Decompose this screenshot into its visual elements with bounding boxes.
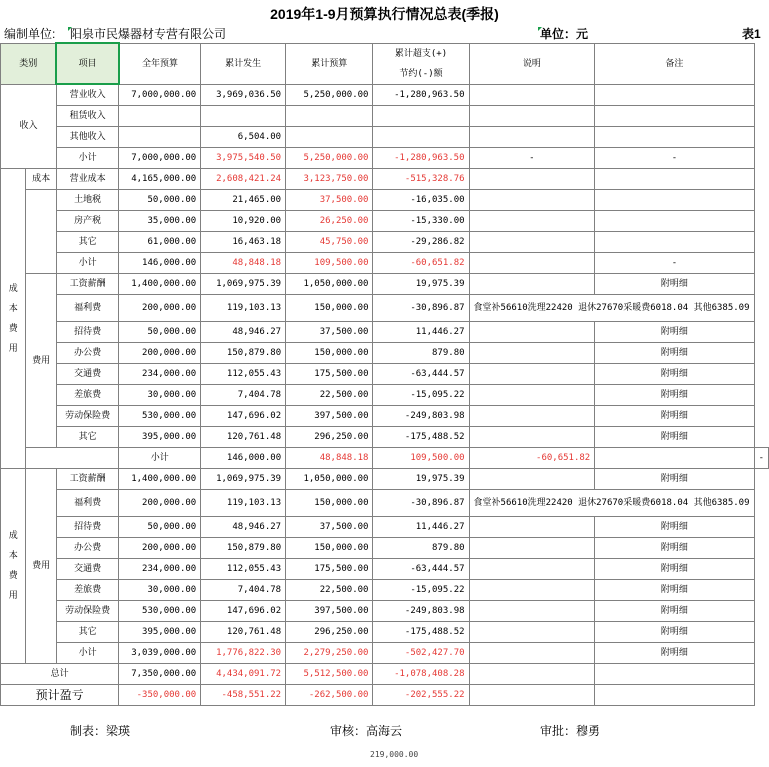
cell-diff[interactable]: -249,803.98 (373, 406, 469, 427)
table-row (1, 190, 769, 211)
cell-diff[interactable]: -202,555.22 (373, 685, 469, 706)
cell-actual[interactable]: 112,055.43 (201, 559, 286, 580)
profit-label[interactable]: 预计盈亏 (1, 685, 119, 706)
cell-explain[interactable] (469, 253, 595, 274)
cell-actual[interactable]: 150,879.80 (201, 343, 286, 364)
cell-diff[interactable]: -15,095.22 (373, 580, 469, 601)
cell-diff[interactable]: -1,280,963.50 (373, 84, 469, 106)
cell-actual[interactable]: 48,848.18 (286, 448, 373, 469)
header-annual[interactable]: 全年预算 (119, 43, 201, 84)
cell-actual[interactable]: 3,975,540.50 (201, 148, 286, 169)
cell-explain[interactable] (469, 190, 595, 211)
cell-item[interactable]: 劳动保险费 (56, 406, 118, 427)
cell-diff[interactable]: -1,280,963.50 (373, 148, 469, 169)
cell-cum[interactable]: 37,500.00 (286, 517, 373, 538)
cell-diff[interactable]: -16,035.00 (373, 190, 469, 211)
table-row (1, 559, 769, 580)
cell-comment-marker (68, 27, 72, 31)
cell-remark[interactable]: 附明细 (595, 601, 754, 622)
cell-remark[interactable] (595, 127, 754, 148)
cell-cum[interactable]: 37,500.00 (286, 190, 373, 211)
table-row (1, 427, 769, 448)
company-name[interactable]: 阳泉市民爆器材专营有限公司 (70, 27, 227, 41)
cell-diff[interactable]: -502,427.70 (373, 643, 469, 664)
cell-explain[interactable] (469, 517, 595, 538)
cell-item[interactable]: 其它 (56, 427, 118, 448)
category-income[interactable]: 收入 (1, 84, 57, 169)
cell-annual[interactable]: 1,400,000.00 (119, 469, 201, 490)
category-char: 费 (8, 323, 18, 334)
cell-cum[interactable]: 22,500.00 (286, 580, 373, 601)
cell-remark[interactable]: 附明细 (595, 385, 754, 406)
table-row (1, 517, 769, 538)
cell-annual[interactable]: 3,039,000.00 (119, 643, 201, 664)
cell-diff[interactable]: -60,651.82 (469, 448, 595, 469)
table-row (1, 232, 769, 253)
cell-item[interactable]: 交通费 (56, 559, 118, 580)
cell-item[interactable]: 小计 (56, 148, 118, 169)
cell-actual[interactable]: 21,465.00 (201, 190, 286, 211)
header-diff-line1: 累计超支(+) (394, 48, 448, 59)
subcategory-blank[interactable] (26, 190, 56, 274)
cell-item[interactable]: 其他收入 (56, 127, 118, 148)
cell-cum[interactable]: 22,500.00 (286, 385, 373, 406)
cell-explain[interactable] (469, 232, 595, 253)
cell-diff[interactable]: -175,488.52 (373, 427, 469, 448)
cell-item[interactable]: 招待费 (56, 322, 118, 343)
category-cost-expense-repeat[interactable] (1, 469, 26, 664)
table-row (1, 490, 769, 517)
cell-diff[interactable]: -1,078,408.28 (373, 664, 469, 685)
report-title: 2019年1-9月预算执行情况总表(季报) (270, 6, 499, 22)
cell-cum[interactable]: 5,250,000.00 (286, 148, 373, 169)
cell-remark[interactable] (595, 84, 754, 106)
table-row (1, 448, 769, 469)
category-char: 本 (8, 551, 18, 561)
table-row (1, 106, 769, 127)
subcategory-cost[interactable]: 成本 (26, 169, 56, 190)
cell-explain[interactable] (469, 685, 595, 706)
cell-cum[interactable]: 1,050,000.00 (286, 274, 373, 295)
cell-remark[interactable]: 附明细 (595, 559, 754, 580)
header-explain[interactable]: 说明 (469, 43, 595, 84)
cell-explain[interactable] (469, 643, 595, 664)
cell-actual[interactable] (201, 106, 286, 127)
cell-annual[interactable]: 146,000.00 (119, 253, 201, 274)
cell-diff[interactable]: -175,488.52 (373, 622, 469, 643)
cell-remark[interactable] (595, 106, 754, 127)
cell-cum[interactable]: 296,250.00 (286, 622, 373, 643)
cell-diff[interactable]: 879.80 (373, 343, 469, 364)
cell-annual[interactable]: 395,000.00 (119, 427, 201, 448)
header-remark[interactable]: 备注 (595, 43, 754, 84)
cell-annual[interactable]: 50,000.00 (119, 190, 201, 211)
cell-diff[interactable] (373, 106, 469, 127)
cell-cum[interactable]: 109,500.00 (373, 448, 469, 469)
cell-remark[interactable] (595, 685, 754, 706)
cell-cum[interactable] (286, 127, 373, 148)
cell-remark[interactable]: 附明细 (595, 274, 754, 295)
table-row (1, 538, 769, 559)
cell-annual[interactable]: 7,350,000.00 (119, 664, 201, 685)
category-char: 用 (8, 591, 18, 601)
header-diff-line2: 节约(-)额 (399, 68, 443, 79)
cell-cum[interactable]: 109,500.00 (286, 253, 373, 274)
total-row (1, 664, 769, 685)
cell-annual[interactable]: 530,000.00 (119, 601, 201, 622)
table-row (1, 643, 769, 664)
cell-cum[interactable]: 296,250.00 (286, 427, 373, 448)
cell-actual[interactable]: 119,103.13 (201, 295, 286, 322)
cell-item[interactable]: 差旅费 (56, 580, 118, 601)
cell-explain[interactable] (469, 427, 595, 448)
cell-annual[interactable]: 1,400,000.00 (119, 274, 201, 295)
cell-item[interactable]: 小计 (119, 448, 201, 469)
cell-explain[interactable] (469, 211, 595, 232)
blank-cell[interactable] (26, 448, 119, 469)
cell-remark[interactable]: 附明细 (595, 406, 754, 427)
cell-cum[interactable]: 150,000.00 (286, 343, 373, 364)
cell-actual[interactable]: 1,776,822.30 (201, 643, 286, 664)
cell-diff[interactable]: -249,803.98 (373, 601, 469, 622)
cell-diff[interactable]: -30,896.87 (373, 490, 469, 517)
cell-item[interactable]: 房产税 (56, 211, 118, 232)
cell-remark[interactable]: 附明细 (595, 364, 754, 385)
cell-remark[interactable]: - (595, 253, 754, 274)
table-number: 表1 (742, 27, 761, 41)
cell-diff[interactable]: -15,330.00 (373, 211, 469, 232)
cell-cum[interactable]: 26,250.00 (286, 211, 373, 232)
cell-comment-marker (538, 27, 542, 31)
cell-item[interactable]: 营业成本 (56, 169, 118, 190)
cell-item[interactable]: 土地税 (56, 190, 118, 211)
cell-cum[interactable]: 397,500.00 (286, 601, 373, 622)
budget-table (0, 42, 769, 706)
table-row (1, 385, 769, 406)
cell-annual[interactable]: -350,000.00 (119, 685, 201, 706)
cell-remark[interactable]: 附明细 (595, 517, 754, 538)
cell-explain[interactable] (469, 169, 595, 190)
category-char: 本 (8, 303, 18, 314)
cell-explain[interactable]: - (469, 148, 595, 169)
cell-explain[interactable] (469, 84, 595, 106)
cell-note[interactable]: 食堂补56610洗理22420 退休27670采暖费6018.04 其他6385.09 (469, 490, 754, 517)
cell-item[interactable]: 小计 (56, 253, 118, 274)
profit-row (1, 685, 769, 706)
cell-diff[interactable]: -63,444.57 (373, 364, 469, 385)
cell-cum[interactable]: 150,000.00 (286, 490, 373, 517)
cell-diff[interactable]: 11,446.27 (373, 322, 469, 343)
cell-annual[interactable]: 234,000.00 (119, 364, 201, 385)
cell-explain[interactable] (469, 559, 595, 580)
cell-diff[interactable]: -15,095.22 (373, 385, 469, 406)
cell-remark[interactable]: - (595, 148, 754, 169)
cell-cum[interactable]: 45,750.00 (286, 232, 373, 253)
cell-remark[interactable] (595, 232, 754, 253)
approved-by: 审批：穆勇 (540, 724, 601, 738)
cell-annual[interactable]: 4,165,000.00 (119, 169, 201, 190)
cell-cum[interactable]: 175,500.00 (286, 559, 373, 580)
cell-remark[interactable]: 附明细 (595, 469, 754, 490)
header-category[interactable]: 类别 (1, 43, 57, 84)
cell-annual[interactable] (119, 106, 201, 127)
table-row (1, 211, 769, 232)
stray-value: 219,000.00 (370, 750, 419, 759)
cell-remark[interactable]: 附明细 (595, 538, 754, 559)
cell-diff[interactable]: -30,896.87 (373, 295, 469, 322)
cell-remark[interactable]: 附明细 (595, 622, 754, 643)
cell-item[interactable]: 营业收入 (56, 84, 118, 106)
cell-actual[interactable]: -458,551.22 (201, 685, 286, 706)
cell-item[interactable]: 办公费 (56, 538, 118, 559)
cell-actual[interactable]: 10,920.00 (201, 211, 286, 232)
cell-remark[interactable]: 附明细 (595, 343, 754, 364)
cell-item[interactable]: 招待费 (56, 517, 118, 538)
cell-explain[interactable] (469, 127, 595, 148)
cell-annual[interactable]: 7,000,000.00 (119, 84, 201, 106)
cell-remark[interactable]: 附明细 (595, 322, 754, 343)
cell-explain[interactable] (469, 322, 595, 343)
cell-annual[interactable]: 395,000.00 (119, 622, 201, 643)
cell-explain[interactable] (469, 622, 595, 643)
category-char: 成 (8, 283, 18, 294)
cell-item[interactable]: 办公费 (56, 343, 118, 364)
subcategory-expense[interactable]: 费用 (26, 274, 56, 448)
cell-cum[interactable]: 1,050,000.00 (286, 469, 373, 490)
table-row (1, 295, 769, 322)
cell-actual[interactable]: 147,696.02 (201, 601, 286, 622)
cell-diff[interactable]: 11,446.27 (373, 517, 469, 538)
cell-explain[interactable] (595, 448, 754, 469)
cell-annual[interactable]: 200,000.00 (119, 538, 201, 559)
table-row (1, 406, 769, 427)
cell-annual[interactable]: 234,000.00 (119, 559, 201, 580)
cell-remark[interactable]: 附明细 (595, 427, 754, 448)
cell-remark[interactable] (595, 169, 754, 190)
currency-unit: 单位：元 (540, 27, 589, 41)
audited-by: 审核：高海云 (330, 724, 403, 738)
cell-explain[interactable] (469, 274, 595, 295)
cell-annual[interactable]: 30,000.00 (119, 580, 201, 601)
cell-annual[interactable]: 530,000.00 (119, 406, 201, 427)
cell-cum[interactable]: 37,500.00 (286, 322, 373, 343)
cell-remark[interactable]: 附明细 (595, 643, 754, 664)
cell-actual[interactable]: 16,463.18 (201, 232, 286, 253)
cell-actual[interactable]: 112,055.43 (201, 364, 286, 385)
cell-diff[interactable]: -60,651.82 (373, 253, 469, 274)
cell-actual[interactable]: 1,069,975.39 (201, 274, 286, 295)
cell-diff[interactable]: -63,444.57 (373, 559, 469, 580)
cell-annual[interactable]: 50,000.00 (119, 517, 201, 538)
cell-cum[interactable]: 150,000.00 (286, 538, 373, 559)
cell-cum[interactable]: 397,500.00 (286, 406, 373, 427)
cell-explain[interactable] (469, 406, 595, 427)
cell-item[interactable]: 福利费 (56, 295, 118, 322)
cell-explain[interactable] (469, 580, 595, 601)
cell-item[interactable]: 其它 (56, 232, 118, 253)
cell-cum[interactable] (286, 106, 373, 127)
cell-explain[interactable] (469, 538, 595, 559)
cell-explain[interactable] (469, 385, 595, 406)
cell-annual[interactable] (119, 127, 201, 148)
table-row (1, 322, 769, 343)
subcategory-expense-repeat[interactable]: 费用 (26, 469, 56, 664)
cell-actual[interactable]: 7,404.78 (201, 385, 286, 406)
cell-cum[interactable]: 5,512,500.00 (286, 664, 373, 685)
table-row (1, 253, 769, 274)
cell-cum[interactable]: 2,279,250.00 (286, 643, 373, 664)
cell-actual[interactable]: 2,608,421.24 (201, 169, 286, 190)
cell-actual[interactable]: 48,848.18 (201, 253, 286, 274)
cell-actual[interactable]: 48,946.27 (201, 517, 286, 538)
cell-cum[interactable]: 175,500.00 (286, 364, 373, 385)
cell-actual[interactable]: 7,404.78 (201, 580, 286, 601)
cell-item[interactable]: 小计 (56, 643, 118, 664)
header-cum-budget[interactable]: 累计预算 (286, 43, 373, 84)
cell-item[interactable]: 工资薪酬 (56, 469, 118, 490)
cell-actual[interactable]: 48,946.27 (201, 322, 286, 343)
category-char: 用 (8, 343, 18, 354)
cell-item[interactable]: 工资薪酬 (56, 274, 118, 295)
cell-actual[interactable]: 6,504.00 (201, 127, 286, 148)
cell-item[interactable]: 交通费 (56, 364, 118, 385)
cell-item[interactable]: 差旅费 (56, 385, 118, 406)
header-diff[interactable] (373, 43, 469, 84)
table-row (1, 469, 769, 490)
table-row (1, 169, 769, 190)
cell-explain[interactable] (469, 364, 595, 385)
cell-annual[interactable]: 200,000.00 (119, 295, 201, 322)
table-row (1, 343, 769, 364)
cell-cum[interactable]: 3,123,750.00 (286, 169, 373, 190)
table-row (1, 580, 769, 601)
header-item[interactable]: 项目 (56, 43, 118, 84)
cell-actual[interactable]: 120,761.48 (201, 427, 286, 448)
table-row (1, 127, 769, 148)
cell-actual[interactable]: 1,069,975.39 (201, 469, 286, 490)
cell-diff[interactable]: -515,328.76 (373, 169, 469, 190)
cell-annual[interactable]: 146,000.00 (201, 448, 286, 469)
category-cost-expense[interactable] (1, 169, 26, 469)
cell-explain[interactable] (469, 601, 595, 622)
cell-remark[interactable]: - (754, 448, 768, 469)
table-row (1, 148, 769, 169)
cell-explain[interactable] (469, 469, 595, 490)
table-row (1, 622, 769, 643)
cell-note[interactable]: 食堂补56610洗理22420 退休27670采暖费6018.04 其他6385.09 (469, 295, 754, 322)
header-row (1, 43, 769, 84)
cell-remark[interactable] (595, 664, 754, 685)
category-char: 费 (8, 571, 18, 581)
cell-actual[interactable]: 120,761.48 (201, 622, 286, 643)
header-actual[interactable]: 累计发生 (201, 43, 286, 84)
cell-remark[interactable] (595, 190, 754, 211)
cell-actual[interactable]: 150,879.80 (201, 538, 286, 559)
cell-actual[interactable]: 119,103.13 (201, 490, 286, 517)
cell-explain[interactable] (469, 343, 595, 364)
cell-actual[interactable]: 3,969,036.50 (201, 84, 286, 106)
table-row (1, 274, 769, 295)
cell-item[interactable]: 租赁收入 (56, 106, 118, 127)
cell-diff[interactable]: 879.80 (373, 538, 469, 559)
cell-annual[interactable]: 61,000.00 (119, 232, 201, 253)
cell-remark[interactable] (595, 211, 754, 232)
cell-diff[interactable]: 19,975.39 (373, 469, 469, 490)
cell-item[interactable]: 福利费 (56, 490, 118, 517)
cell-explain[interactable] (469, 664, 595, 685)
cell-actual[interactable]: 4,434,091.72 (201, 664, 286, 685)
cell-cum[interactable]: 5,250,000.00 (286, 84, 373, 106)
table-row (1, 601, 769, 622)
table-row (1, 364, 769, 385)
cell-diff[interactable]: 19,975.39 (373, 274, 469, 295)
cell-annual[interactable]: 200,000.00 (119, 490, 201, 517)
cell-annual[interactable]: 35,000.00 (119, 211, 201, 232)
cell-cum[interactable]: -262,500.00 (286, 685, 373, 706)
cell-cum[interactable]: 150,000.00 (286, 295, 373, 322)
cell-item[interactable]: 其它 (56, 622, 118, 643)
cell-diff[interactable] (373, 127, 469, 148)
cell-annual[interactable]: 7,000,000.00 (119, 148, 201, 169)
unit-label: 编制单位: (4, 27, 56, 41)
total-label[interactable]: 总计 (1, 664, 119, 685)
made-by: 制表：梁瑛 (70, 724, 131, 738)
cell-item[interactable]: 劳动保险费 (56, 601, 118, 622)
cell-actual[interactable]: 147,696.02 (201, 406, 286, 427)
table-row (1, 84, 769, 106)
category-char: 成 (8, 531, 18, 541)
cell-diff[interactable]: -29,286.82 (373, 232, 469, 253)
cell-annual[interactable]: 30,000.00 (119, 385, 201, 406)
cell-explain[interactable] (469, 106, 595, 127)
cell-annual[interactable]: 200,000.00 (119, 343, 201, 364)
cell-annual[interactable]: 50,000.00 (119, 322, 201, 343)
cell-remark[interactable]: 附明细 (595, 580, 754, 601)
